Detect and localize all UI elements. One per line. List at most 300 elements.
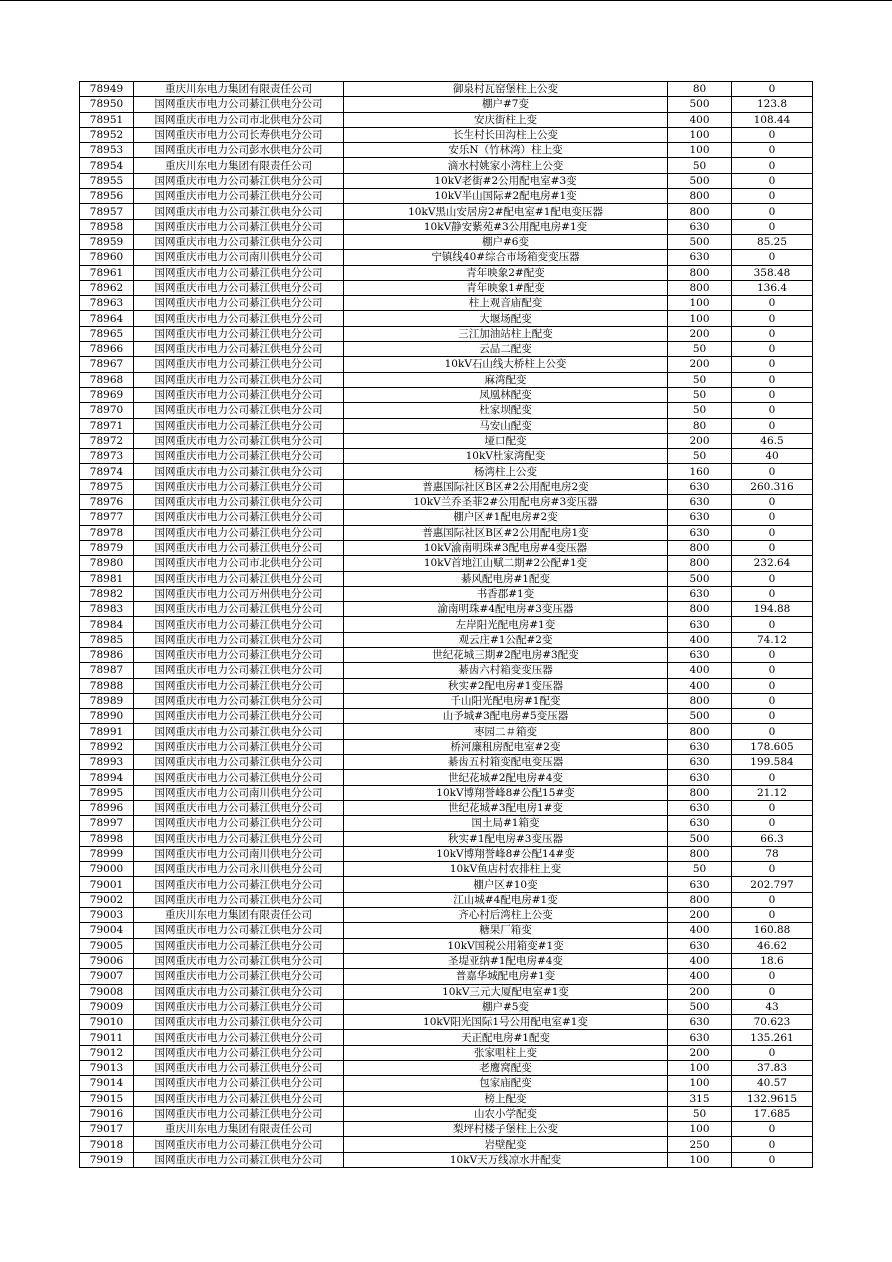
- transformer-name-cell: 普惠国际社区B区#2公用配电房2变: [344, 479, 668, 494]
- table-row: [80, 953, 813, 968]
- company-cell: 国网重庆市电力公司綦江供电分公司: [134, 357, 344, 372]
- capacity-cell: 400: [668, 632, 732, 647]
- company-cell: 国网重庆市电力公司綦江供电分公司: [134, 1106, 344, 1121]
- table-row: [80, 495, 813, 510]
- table-row: [80, 1152, 813, 1167]
- table-row: [80, 984, 813, 999]
- capacity-cell: 400: [668, 112, 732, 127]
- transformer-name-cell: 观云庄#1公配#2变: [344, 632, 668, 647]
- value-cell: 0: [732, 540, 813, 555]
- capacity-cell: 800: [668, 846, 732, 861]
- transformer-name-cell: 枣园二＃箱变: [344, 724, 668, 739]
- company-cell: 国网重庆市电力公司綦江供电分公司: [134, 617, 344, 632]
- value-cell: 0: [732, 403, 813, 418]
- row-id-cell: 78973: [80, 449, 134, 464]
- row-id-cell: 79019: [80, 1152, 134, 1167]
- company-cell: 国网重庆市电力公司綦江供电分公司: [134, 342, 344, 357]
- company-cell: 国网重庆市电力公司南川供电分公司: [134, 250, 344, 265]
- capacity-cell: 630: [668, 510, 732, 525]
- value-cell: 0: [732, 250, 813, 265]
- transformer-name-cell: 左岸阳光配电房#1变: [344, 617, 668, 632]
- transformer-name-cell: 安乐N（竹林湾）柱上变: [344, 143, 668, 158]
- company-cell: 国网重庆市电力公司綦江供电分公司: [134, 693, 344, 708]
- capacity-cell: 630: [668, 479, 732, 494]
- row-id-cell: 79009: [80, 999, 134, 1014]
- table-row: [80, 800, 813, 815]
- transformer-name-cell: 普嘉华城配电房#1变: [344, 969, 668, 984]
- row-id-cell: 78979: [80, 540, 134, 555]
- value-cell: 0: [732, 387, 813, 402]
- transformer-name-cell: 榜上配变: [344, 1091, 668, 1106]
- capacity-cell: 400: [668, 663, 732, 678]
- transformer-name-cell: 10kV老街#2公用配电室#3变: [344, 173, 668, 188]
- table-row: [80, 464, 813, 479]
- table-row: [80, 479, 813, 494]
- company-cell: 重庆川东电力集团有限责任公司: [134, 158, 344, 173]
- capacity-cell: 500: [668, 999, 732, 1014]
- table-row: [80, 158, 813, 173]
- company-cell: 重庆川东电力集团有限责任公司: [134, 82, 344, 97]
- value-cell: 358.48: [732, 265, 813, 280]
- value-cell: 40.57: [732, 1076, 813, 1091]
- capacity-cell: 100: [668, 143, 732, 158]
- capacity-cell: 800: [668, 602, 732, 617]
- row-id-cell: 78965: [80, 326, 134, 341]
- table-row: [80, 326, 813, 341]
- transformer-name-cell: 10kV石山线大桥柱上公变: [344, 357, 668, 372]
- company-cell: 国网重庆市电力公司綦江供电分公司: [134, 602, 344, 617]
- row-id-cell: 78998: [80, 831, 134, 846]
- transformer-name-cell: 柱上观音庙配变: [344, 296, 668, 311]
- capacity-cell: 50: [668, 158, 732, 173]
- company-cell: 国网重庆市电力公司綦江供电分公司: [134, 296, 344, 311]
- company-cell: 国网重庆市电力公司永川供电分公司: [134, 862, 344, 877]
- table-row: [80, 632, 813, 647]
- transformer-name-cell: 山予城#3配电房#5变压器: [344, 709, 668, 724]
- company-cell: 国网重庆市电力公司綦江供电分公司: [134, 678, 344, 693]
- row-id-cell: 78992: [80, 739, 134, 754]
- transformer-name-cell: 杜家坝配变: [344, 403, 668, 418]
- transformer-name-cell: 千山阳光配电房#1配变: [344, 693, 668, 708]
- value-cell: 0: [732, 158, 813, 173]
- row-id-cell: 78996: [80, 800, 134, 815]
- capacity-cell: 80: [668, 418, 732, 433]
- table-row: [80, 678, 813, 693]
- capacity-cell: 800: [668, 693, 732, 708]
- company-cell: 国网重庆市电力公司綦江供电分公司: [134, 1061, 344, 1076]
- value-cell: 0: [732, 1122, 813, 1137]
- value-cell: 0: [732, 1045, 813, 1060]
- capacity-cell: 630: [668, 1015, 732, 1030]
- transformer-name-cell: 10kV鱼店村农排柱上变: [344, 862, 668, 877]
- row-id-cell: 78970: [80, 403, 134, 418]
- company-cell: 国网重庆市电力公司綦江供电分公司: [134, 571, 344, 586]
- table-row: [80, 846, 813, 861]
- transformer-name-cell: 梨坪村楼子堡柱上公变: [344, 1122, 668, 1137]
- row-id-cell: 79017: [80, 1122, 134, 1137]
- value-cell: 21.12: [732, 785, 813, 800]
- capacity-cell: 800: [668, 892, 732, 907]
- company-cell: 国网重庆市电力公司綦江供电分公司: [134, 479, 344, 494]
- transformer-name-cell: 麻湾配变: [344, 372, 668, 387]
- value-cell: 135.261: [732, 1030, 813, 1045]
- row-id-cell: 79012: [80, 1045, 134, 1060]
- capacity-cell: 50: [668, 403, 732, 418]
- value-cell: 0: [732, 586, 813, 601]
- row-id-cell: 78986: [80, 647, 134, 662]
- value-cell: 0: [732, 510, 813, 525]
- value-cell: 160.88: [732, 923, 813, 938]
- company-cell: 国网重庆市电力公司綦江供电分公司: [134, 632, 344, 647]
- transformer-name-cell: 10kV静安紫苑#3公用配电房#1变: [344, 219, 668, 234]
- value-cell: 0: [732, 372, 813, 387]
- row-id-cell: 78985: [80, 632, 134, 647]
- row-id-cell: 79016: [80, 1106, 134, 1121]
- company-cell: 国网重庆市电力公司綦江供电分公司: [134, 938, 344, 953]
- value-cell: 0: [732, 342, 813, 357]
- company-cell: 国网重庆市电力公司綦江供电分公司: [134, 800, 344, 815]
- capacity-cell: 50: [668, 1106, 732, 1121]
- row-id-cell: 78974: [80, 464, 134, 479]
- value-cell: 0: [732, 816, 813, 831]
- company-cell: 重庆川东电力集团有限责任公司: [134, 1122, 344, 1137]
- capacity-cell: 100: [668, 1061, 732, 1076]
- value-cell: 0: [732, 296, 813, 311]
- row-id-cell: 78995: [80, 785, 134, 800]
- value-cell: 194.88: [732, 602, 813, 617]
- capacity-cell: 200: [668, 1045, 732, 1060]
- capacity-cell: 200: [668, 433, 732, 448]
- row-id-cell: 78988: [80, 678, 134, 693]
- capacity-cell: 100: [668, 1122, 732, 1137]
- value-cell: 17.685: [732, 1106, 813, 1121]
- company-cell: 国网重庆市电力公司綦江供电分公司: [134, 1030, 344, 1045]
- table-row: [80, 755, 813, 770]
- value-cell: 0: [732, 127, 813, 142]
- table-row: [80, 663, 813, 678]
- table-row: [80, 739, 813, 754]
- table-row: [80, 418, 813, 433]
- capacity-cell: 630: [668, 495, 732, 510]
- capacity-cell: 630: [668, 770, 732, 785]
- company-cell: 国网重庆市电力公司綦江供电分公司: [134, 877, 344, 892]
- transformer-name-cell: 圣堤亚纳#1配电房#4变: [344, 953, 668, 968]
- value-cell: 66.3: [732, 831, 813, 846]
- row-id-cell: 78975: [80, 479, 134, 494]
- company-cell: 国网重庆市电力公司彭水供电分公司: [134, 143, 344, 158]
- value-cell: 0: [732, 495, 813, 510]
- capacity-cell: 630: [668, 755, 732, 770]
- capacity-cell: 80: [668, 82, 732, 97]
- capacity-cell: 315: [668, 1091, 732, 1106]
- company-cell: 国网重庆市电力公司南川供电分公司: [134, 785, 344, 800]
- row-id-cell: 78978: [80, 525, 134, 540]
- transformer-name-cell: 普惠国际社区B区#2公用配电房1变: [344, 525, 668, 540]
- capacity-cell: 500: [668, 173, 732, 188]
- transformer-name-cell: 10kV国税公用箱变#1变: [344, 938, 668, 953]
- transformer-name-cell: 10kV天万线凉水井配变: [344, 1152, 668, 1167]
- table-row: [80, 923, 813, 938]
- transformer-name-cell: 棚户#5变: [344, 999, 668, 1014]
- company-cell: 国网重庆市电力公司綦江供电分公司: [134, 372, 344, 387]
- capacity-cell: 630: [668, 800, 732, 815]
- company-cell: 国网重庆市电力公司綦江供电分公司: [134, 418, 344, 433]
- company-cell: 国网重庆市电力公司市北供电分公司: [134, 112, 344, 127]
- transformer-name-cell: 10kV博翔誉峰8#公配14#变: [344, 846, 668, 861]
- capacity-cell: 630: [668, 816, 732, 831]
- transformer-name-cell: 10kV首地江山赋二期#2公配#1变: [344, 556, 668, 571]
- row-id-cell: 79015: [80, 1091, 134, 1106]
- table-row: [80, 82, 813, 97]
- capacity-cell: 400: [668, 678, 732, 693]
- transformer-name-cell: 10kV半山国际#2配电房#1变: [344, 189, 668, 204]
- company-cell: 国网重庆市电力公司綦江供电分公司: [134, 1076, 344, 1091]
- row-id-cell: 78983: [80, 602, 134, 617]
- company-cell: 国网重庆市电力公司綦江供电分公司: [134, 189, 344, 204]
- capacity-cell: 400: [668, 969, 732, 984]
- row-id-cell: 78969: [80, 387, 134, 402]
- value-cell: 260.316: [732, 479, 813, 494]
- row-id-cell: 79014: [80, 1076, 134, 1091]
- transformer-name-cell: 宁镇线40#综合市场箱变变压器: [344, 250, 668, 265]
- transformer-name-cell: 10kV三元大厦配电室#1变: [344, 984, 668, 999]
- table-row: [80, 387, 813, 402]
- row-id-cell: 78968: [80, 372, 134, 387]
- table-row: [80, 525, 813, 540]
- transformer-name-cell: 世纪花城三期#2配电房#3配变: [344, 647, 668, 662]
- capacity-cell: 800: [668, 540, 732, 555]
- company-cell: 国网重庆市电力公司綦江供电分公司: [134, 1091, 344, 1106]
- capacity-cell: 200: [668, 357, 732, 372]
- capacity-cell: 400: [668, 923, 732, 938]
- row-id-cell: 78952: [80, 127, 134, 142]
- transformer-name-cell: 桥河廉租房配电室#2变: [344, 739, 668, 754]
- table-row: [80, 1122, 813, 1137]
- value-cell: 136.4: [732, 280, 813, 295]
- table-row: [80, 617, 813, 632]
- row-id-cell: 78951: [80, 112, 134, 127]
- table-row: [80, 571, 813, 586]
- transformer-name-cell: 山农小学配变: [344, 1106, 668, 1121]
- company-cell: 国网重庆市电力公司綦江供电分公司: [134, 953, 344, 968]
- company-cell: 国网重庆市电力公司綦江供电分公司: [134, 831, 344, 846]
- table-row: [80, 403, 813, 418]
- value-cell: 37.83: [732, 1061, 813, 1076]
- table-row: [80, 97, 813, 112]
- row-id-cell: 79007: [80, 969, 134, 984]
- company-cell: 国网重庆市电力公司綦江供电分公司: [134, 984, 344, 999]
- row-id-cell: 79013: [80, 1061, 134, 1076]
- transformer-name-cell: 滴水村姚家小湾柱上公变: [344, 158, 668, 173]
- row-id-cell: 78994: [80, 770, 134, 785]
- table-row: [80, 785, 813, 800]
- value-cell: 70.623: [732, 1015, 813, 1030]
- table-row: [80, 143, 813, 158]
- company-cell: 国网重庆市电力公司綦江供电分公司: [134, 1045, 344, 1060]
- row-id-cell: 79004: [80, 923, 134, 938]
- company-cell: 国网重庆市电力公司綦江供电分公司: [134, 97, 344, 112]
- row-id-cell: 78960: [80, 250, 134, 265]
- transformer-name-cell: 10kV兰乔圣菲2#公用配电房#3变压器: [344, 495, 668, 510]
- page-top-rule: [0, 0, 892, 1]
- transformer-table-body: [80, 82, 813, 1168]
- transformer-name-cell: 秋实#2配电房#1变压器: [344, 678, 668, 693]
- value-cell: 232.64: [732, 556, 813, 571]
- value-cell: 178.605: [732, 739, 813, 754]
- company-cell: 国网重庆市电力公司綦江供电分公司: [134, 219, 344, 234]
- table-row: [80, 556, 813, 571]
- value-cell: 0: [732, 908, 813, 923]
- value-cell: 18.6: [732, 953, 813, 968]
- value-cell: 0: [732, 1152, 813, 1167]
- value-cell: 78: [732, 846, 813, 861]
- value-cell: 123.8: [732, 97, 813, 112]
- transformer-name-cell: 秋实#1配电房#3变压器: [344, 831, 668, 846]
- company-cell: 国网重庆市电力公司綦江供电分公司: [134, 326, 344, 341]
- transformer-name-cell: 10kV博翔誉峰8#公配15#变: [344, 785, 668, 800]
- capacity-cell: 800: [668, 189, 732, 204]
- company-cell: 国网重庆市电力公司綦江供电分公司: [134, 892, 344, 907]
- value-cell: 0: [732, 418, 813, 433]
- value-cell: 0: [732, 709, 813, 724]
- capacity-cell: 50: [668, 449, 732, 464]
- transformer-name-cell: 棚户区#1配电房#2变: [344, 510, 668, 525]
- value-cell: 0: [732, 969, 813, 984]
- capacity-cell: 500: [668, 234, 732, 249]
- table-row: [80, 724, 813, 739]
- company-cell: 国网重庆市电力公司长寿供电分公司: [134, 127, 344, 142]
- table-row: [80, 1076, 813, 1091]
- company-cell: 国网重庆市电力公司綦江供电分公司: [134, 724, 344, 739]
- company-cell: 国网重庆市电力公司綦江供电分公司: [134, 999, 344, 1014]
- transformer-name-cell: 御泉村瓦窑堡柱上公变: [344, 82, 668, 97]
- transformer-name-cell: 马安山配变: [344, 418, 668, 433]
- table-row: [80, 1030, 813, 1045]
- capacity-cell: 630: [668, 877, 732, 892]
- row-id-cell: 78959: [80, 234, 134, 249]
- company-cell: 国网重庆市电力公司綦江供电分公司: [134, 510, 344, 525]
- transformer-name-cell: 云品二配变: [344, 342, 668, 357]
- company-cell: 国网重庆市电力公司綦江供电分公司: [134, 1152, 344, 1167]
- row-id-cell: 79002: [80, 892, 134, 907]
- capacity-cell: 800: [668, 265, 732, 280]
- table-row: [80, 357, 813, 372]
- transformer-name-cell: 10kV杜家湾配变: [344, 449, 668, 464]
- company-cell: 国网重庆市电力公司万州供电分公司: [134, 586, 344, 601]
- transformer-name-cell: 綦齿五村箱变配电变压器: [344, 755, 668, 770]
- value-cell: 0: [732, 800, 813, 815]
- value-cell: 0: [732, 571, 813, 586]
- row-id-cell: 78950: [80, 97, 134, 112]
- capacity-cell: 100: [668, 296, 732, 311]
- table-row: [80, 862, 813, 877]
- table-row: [80, 908, 813, 923]
- row-id-cell: 78963: [80, 296, 134, 311]
- table-row: [80, 127, 813, 142]
- row-id-cell: 78991: [80, 724, 134, 739]
- company-cell: 国网重庆市电力公司綦江供电分公司: [134, 755, 344, 770]
- row-id-cell: 78989: [80, 693, 134, 708]
- row-id-cell: 78987: [80, 663, 134, 678]
- row-id-cell: 78984: [80, 617, 134, 632]
- company-cell: 国网重庆市电力公司綦江供电分公司: [134, 311, 344, 326]
- company-cell: 国网重庆市电力公司市北供电分公司: [134, 556, 344, 571]
- value-cell: 0: [732, 357, 813, 372]
- transformer-name-cell: 糖果厂箱变: [344, 923, 668, 938]
- capacity-cell: 200: [668, 908, 732, 923]
- table-row: [80, 1045, 813, 1060]
- table-row: [80, 173, 813, 188]
- transformer-name-cell: 张家咀柱上变: [344, 1045, 668, 1060]
- row-id-cell: 79011: [80, 1030, 134, 1045]
- table-row: [80, 311, 813, 326]
- capacity-cell: 50: [668, 372, 732, 387]
- transformer-name-cell: 10kV黑山安居房2#配电室#1配电变压器: [344, 204, 668, 219]
- capacity-cell: 50: [668, 342, 732, 357]
- transformer-name-cell: 青年映象2#配变: [344, 265, 668, 280]
- table-row: [80, 602, 813, 617]
- row-id-cell: 78993: [80, 755, 134, 770]
- table-row: [80, 219, 813, 234]
- table-row: [80, 999, 813, 1014]
- table-row: [80, 877, 813, 892]
- value-cell: 0: [732, 82, 813, 97]
- table-row: [80, 586, 813, 601]
- value-cell: 0: [732, 678, 813, 693]
- row-id-cell: 78961: [80, 265, 134, 280]
- value-cell: 0: [732, 647, 813, 662]
- row-id-cell: 78976: [80, 495, 134, 510]
- row-id-cell: 78982: [80, 586, 134, 601]
- transformer-name-cell: 棚户#6变: [344, 234, 668, 249]
- transformer-name-cell: 老鹰窝配变: [344, 1061, 668, 1076]
- capacity-cell: 630: [668, 586, 732, 601]
- table-row: [80, 1091, 813, 1106]
- company-cell: 国网重庆市电力公司綦江供电分公司: [134, 173, 344, 188]
- table-row: [80, 969, 813, 984]
- row-id-cell: 78980: [80, 556, 134, 571]
- value-cell: 46.5: [732, 433, 813, 448]
- row-id-cell: 78964: [80, 311, 134, 326]
- value-cell: 46.62: [732, 938, 813, 953]
- capacity-cell: 800: [668, 785, 732, 800]
- table-row: [80, 709, 813, 724]
- transformer-table: [79, 81, 813, 1168]
- table-row: [80, 342, 813, 357]
- table-row: [80, 510, 813, 525]
- value-cell: 0: [732, 464, 813, 479]
- transformer-name-cell: 安庆街柱上变: [344, 112, 668, 127]
- transformer-name-cell: 三江加油站柱上配变: [344, 326, 668, 341]
- row-id-cell: 79018: [80, 1137, 134, 1152]
- row-id-cell: 78949: [80, 82, 134, 97]
- company-cell: 重庆川东电力集团有限责任公司: [134, 908, 344, 923]
- table-row: [80, 204, 813, 219]
- transformer-name-cell: 国土局#1箱变: [344, 816, 668, 831]
- value-cell: 199.584: [732, 755, 813, 770]
- row-id-cell: 79010: [80, 1015, 134, 1030]
- table-row: [80, 372, 813, 387]
- transformer-name-cell: 棚户#7变: [344, 97, 668, 112]
- value-cell: 0: [732, 1137, 813, 1152]
- value-cell: 0: [732, 892, 813, 907]
- table-row: [80, 296, 813, 311]
- value-cell: 132.9615: [732, 1091, 813, 1106]
- table-row: [80, 1061, 813, 1076]
- value-cell: 0: [732, 143, 813, 158]
- company-cell: 国网重庆市电力公司綦江供电分公司: [134, 280, 344, 295]
- transformer-name-cell: 岩壁配变: [344, 1137, 668, 1152]
